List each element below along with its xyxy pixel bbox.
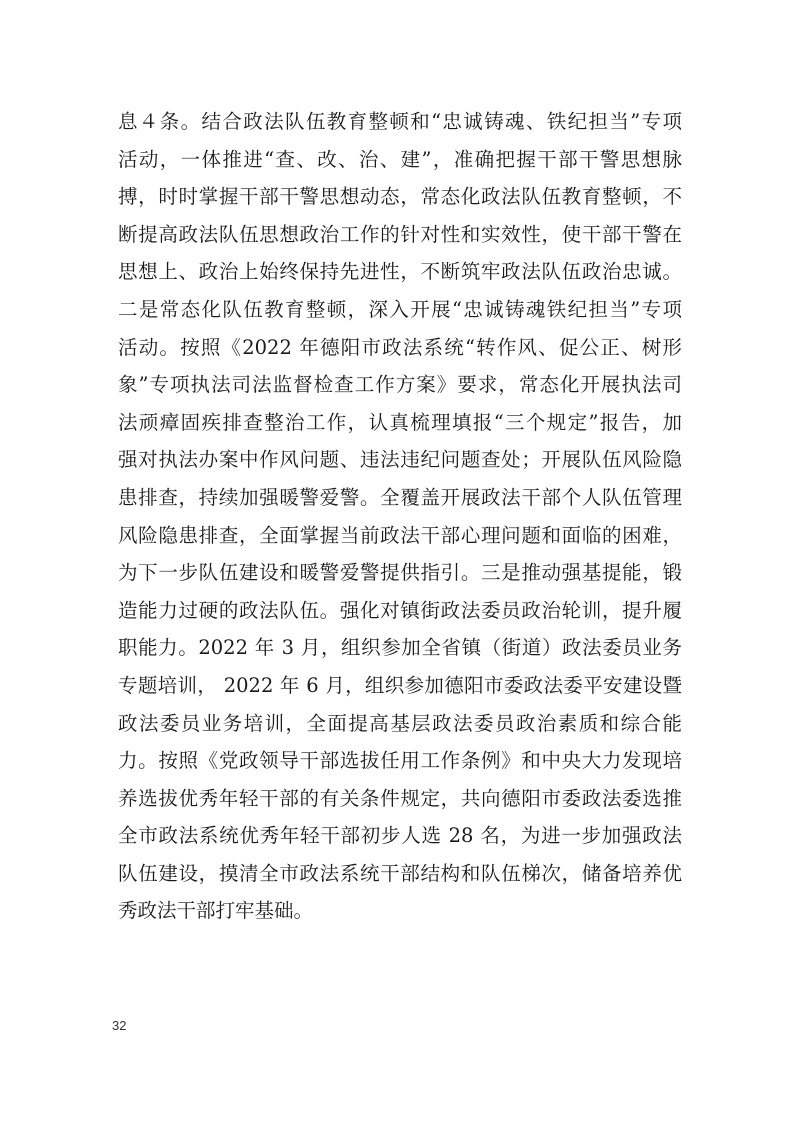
text-line: 搏，时时掌握干部干警思想动态，常态化政法队伍教育整顿，不 — [118, 185, 682, 209]
text-line: 思想上、政治上始终保持先进性，不断筑牢政法队伍政治忠诚。 — [118, 260, 682, 284]
text-line: 力。按照《党政领导干部选拔任用工作条例》和中央大力发现培 — [118, 749, 682, 773]
text-line: 专题培训， 2022 年 6 月，组织参加德阳市委政法委平安建设暨 — [118, 673, 682, 697]
text-line: 队伍建设，摸清全市政法系统干部结构和队伍梯次，储备培养优 — [118, 861, 682, 885]
text-line: 活动。按照《2022 年德阳市政法系统“转作风、促公正、树形 — [118, 335, 682, 359]
text-line: 风险隐患排查，全面掌握当前政法干部心理问题和面临的困难， — [118, 523, 682, 547]
text-line: 造能力过硬的政法队伍。强化对镇街政法委员政治轮训，提升履 — [118, 598, 682, 622]
text-line: 为下一步队伍建设和暖警爱警提供指引。三是推动强基提能，锻 — [118, 561, 682, 585]
text-line: 政法委员业务培训，全面提高基层政法委员政治素质和综合能 — [118, 711, 682, 735]
text-line: 活动，一体推进“查、改、治、建”，准确把握干部干警思想脉 — [118, 147, 682, 171]
body-paragraph — [118, 103, 682, 930]
text-line: 二是常态化队伍教育整顿，深入开展“忠诚铸魂铁纪担当”专项 — [118, 297, 682, 321]
text-line: 息４条。结合政法队伍教育整顿和“忠诚铸魂、铁纪担当”专项 — [118, 110, 682, 133]
text-line: 秀政法干部打牢基础。 — [118, 899, 314, 923]
text-line: 象”专项执法司法监督检查工作方案》要求，常态化开展执法司 — [118, 373, 682, 397]
page-number: 32 — [112, 1018, 127, 1033]
text-line: 断提高政法队伍思想政治工作的针对性和实效性，使干部干警在 — [118, 222, 682, 246]
text-line: 职能力。2022 年 3 月，组织参加全省镇（街道）政法委员业务 — [118, 636, 682, 660]
text-line: 法顽瘴固疾排查整治工作，认真梳理填报“三个规定”报告，加 — [118, 410, 682, 434]
text-line: 强对执法办案中作风问题、违法违纪问题查处；开展队伍风险隐 — [118, 448, 682, 472]
text-line: 患排查，持续加强暖警爱警。全覆盖开展政法干部个人队伍管理 — [118, 485, 682, 509]
text-line: 养选拔优秀年轻干部的有关条件规定，共向德阳市委政法委选推 — [118, 786, 682, 810]
text-line: 全市政法系统优秀年轻干部初步人选 28 名，为进一步加强政法 — [118, 824, 682, 848]
